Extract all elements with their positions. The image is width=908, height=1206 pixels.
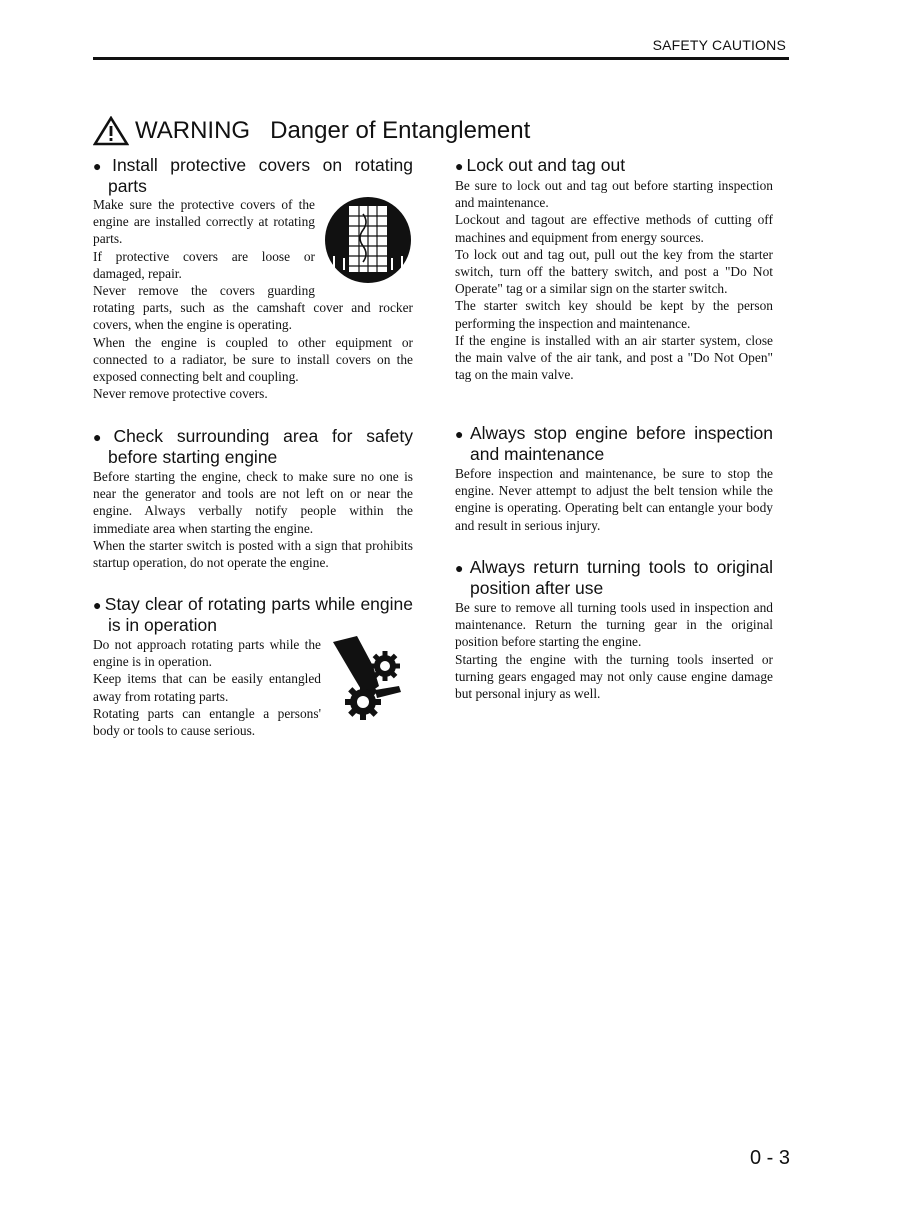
section-body (93, 636, 413, 739)
paragraph: Keep items that can be easily entangled away from rotating parts. (93, 671, 321, 704)
paragraph: Make sure the protective covers of the engine are installed correctly at rotating parts. (93, 197, 315, 247)
paragraph: The starter switch key should be kept by the person performing the inspection and maintenance. (455, 298, 773, 331)
paragraph: Rotating parts can entangle a persons' body or tools to cause serious. (93, 705, 321, 739)
paragraph: When the starter switch is posted with a sign that prohibits startup operation, do not operate the engine. (93, 537, 413, 571)
running-header: SAFETY CAUTIONS (652, 37, 786, 53)
section-heading: ● Always return turning tools to original position after use (455, 557, 773, 598)
section-body (455, 177, 773, 383)
section-body (93, 468, 413, 571)
bullet-icon: ● (455, 560, 467, 576)
bullet-icon: ● (455, 158, 464, 174)
section-stop-engine (455, 423, 773, 534)
bullet-icon: ● (93, 429, 111, 445)
paragraph: Do not approach rotating parts while the engine is in operation. (93, 637, 321, 670)
paragraph: Be sure to remove all turning tools used in inspection and maintenance. Return the turning gear in the original position before starting the engine. (455, 600, 773, 650)
bullet-icon: ● (93, 597, 102, 613)
section-stay-clear (93, 594, 413, 739)
section-heading: ● Install protective covers on rotating parts (93, 155, 413, 196)
section-protective-covers (93, 155, 413, 402)
section-body (455, 599, 773, 702)
header-rule (93, 57, 789, 60)
section-check-surroundings (93, 426, 413, 571)
section-heading: ● Stay clear of rotating parts while engine is in operation (93, 594, 413, 635)
entanglement-gears-icon (329, 636, 413, 728)
warning-label: WARNING (135, 117, 251, 144)
section-body (93, 196, 413, 402)
section-heading: ● Check surrounding area for safety before starting engine (93, 426, 413, 467)
paragraph: Be sure to lock out and tag out before starting inspection and maintenance. (455, 178, 773, 211)
paragraph: When the engine is coupled to other equipment or connected to a radiator, be sure to install covers on the exposed connecting belt and coupling. (93, 334, 413, 385)
warning-subject: Danger of Entanglement (270, 117, 531, 144)
bullet-icon: ● (93, 158, 110, 174)
section-body (455, 465, 773, 534)
paragraph: Lockout and tagout are effective methods of cutting off machines and equipment from energy sources. (455, 212, 773, 245)
section-heading: ● Always stop engine before inspection and maintenance (455, 423, 773, 464)
paragraph: Never remove the covers guarding rotating parts, such as the camshaft cover and rocker covers, when the engine is operating. (93, 283, 413, 333)
section-lock-out-tag-out (455, 155, 773, 383)
warning-title (93, 113, 530, 149)
bullet-icon: ● (455, 426, 467, 442)
paragraph: If the engine is installed with an air starter system, close the main valve of the air tank, and post a "Do Not Open" tag on the main valve. (455, 332, 773, 383)
paragraph: To lock out and tag out, pull out the key from the starter switch, turn off the battery switch, and post a "Do Not Operate" tag or a similar sign on the starter switch. (455, 246, 773, 297)
rotating-cover-illustration (323, 196, 413, 284)
section-return-tools (455, 557, 773, 702)
section-heading: ● Lock out and tag out (455, 155, 626, 175)
paragraph: If protective covers are loose or damaged, repair. (93, 248, 315, 281)
page-number: 0 - 3 (749, 1147, 790, 1169)
paragraph: Starting the engine with the turning tools inserted or turning gears engaged may not only cause engine damage but personal injury as well. (455, 651, 773, 702)
paragraph: Never remove protective covers. (93, 386, 268, 402)
paragraph: Before starting the engine, check to make sure no one is near the generator and tools are not left on or near the engine. Always verbally notify people within the immediate area when starting the engine. (93, 469, 413, 536)
warning-triangle-icon (93, 116, 129, 146)
paragraph: Before inspection and maintenance, be sure to stop the engine. Never attempt to adjust the belt tension while the engine is operating. Operating belt can entangle your body and result in serious injury. (455, 466, 773, 533)
